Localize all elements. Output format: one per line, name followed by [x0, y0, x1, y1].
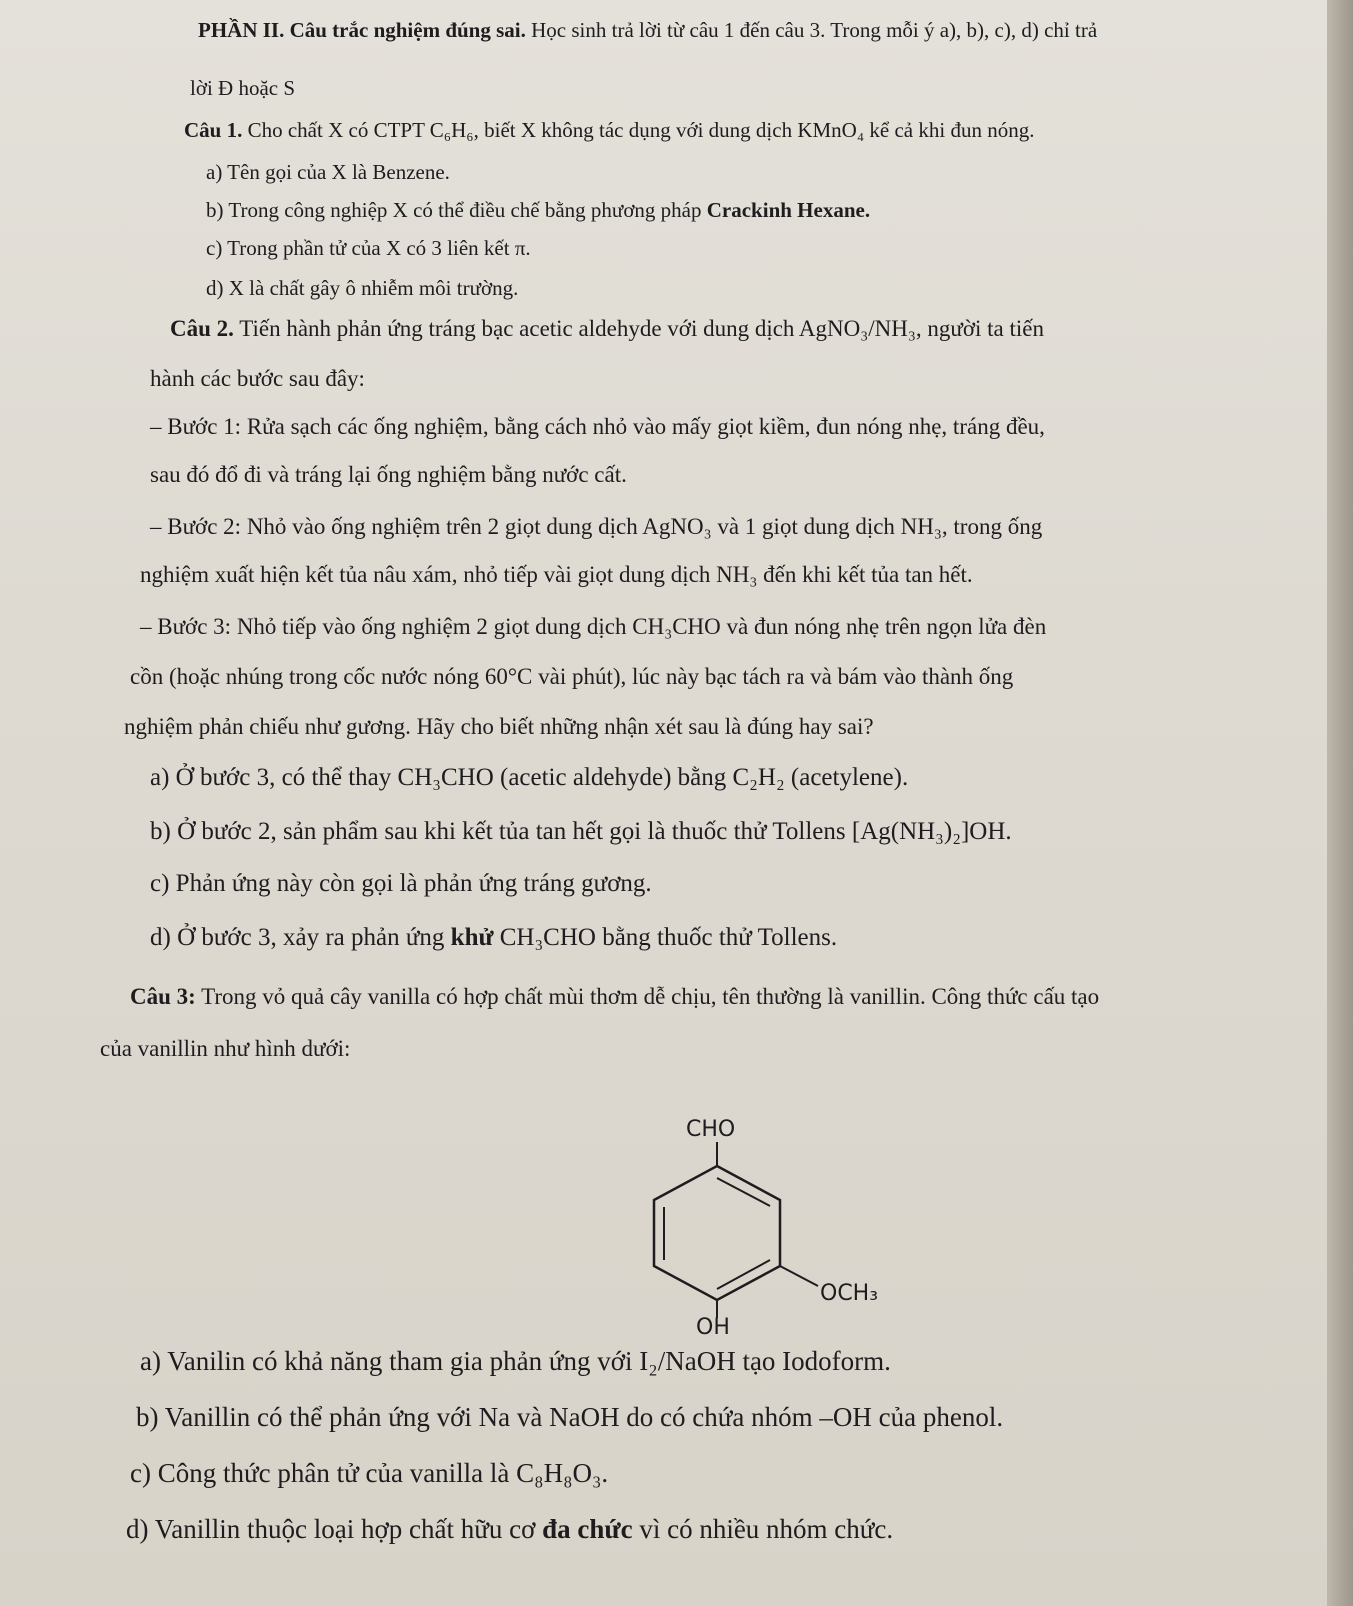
- q3-option-c: c) Công thức phân tử của vanilla là C₈H₈O₃.: [130, 1458, 609, 1488]
- q1-option-b: [206, 198, 870, 223]
- question-3-stem: [130, 984, 1099, 1010]
- q2-option-d-text: d) Ở bước 3, xảy ra phản ứng: [150, 924, 445, 951]
- section-intro: Học sinh trả lời từ câu 1 đến câu 3. Trong mỗi ý a), b), c), d) chỉ trả: [531, 18, 1098, 42]
- q2-step-2-line-1: – Bước 2: Nhỏ vào ống nghiệm trên 2 giọt dung dịch AgNO₃ và 1 giọt dung dịch NH₃, trong ống: [150, 514, 1043, 539]
- q3-option-d-suffix: vì có nhiều nhóm chức.: [639, 1514, 894, 1544]
- question-3-stem-2: của vanillin như hình dưới:: [100, 1036, 351, 1061]
- struct-benzene-ring: [654, 1166, 780, 1300]
- q2-step-3-line-2: cồn (hoặc nhúng trong cốc nước nóng 60°C vài phút), lúc này bạc tách ra và bám vào thành ống: [130, 664, 1014, 689]
- q2-option-c: c) Phản ứng này còn gọi là phản ứng tráng gương.: [150, 870, 652, 897]
- question-1-stem: [184, 118, 1034, 143]
- q2-option-b: b) Ở bước 2, sản phẩm sau khi kết tủa tan hết gọi là thuốc thử Tollens [Ag(NH₃)₂]OH.: [150, 818, 1012, 845]
- struct-bond-och3: [780, 1266, 818, 1286]
- struct-oh-label: OH: [696, 1315, 730, 1338]
- struct-och3-label: OCH₃: [820, 1281, 879, 1306]
- section-heading: PHẦN II. Câu trắc nghiệm đúng sai.: [198, 18, 526, 42]
- question-3-label: Câu 3:: [130, 984, 196, 1009]
- q2-option-d-suffix: CH₃CHO bằng thuốc thử Tollens.: [499, 924, 838, 951]
- q2-step-3-line-3: nghiệm phản chiếu như gương. Hãy cho biết những nhận xét sau là đúng hay sai?: [124, 714, 874, 739]
- q2-step-3-line-1: – Bước 3: Nhỏ tiếp vào ống nghiệm 2 giọt dung dịch CH₃CHO và đun nóng nhẹ trên ngọn lửa đèn: [140, 614, 1047, 639]
- q1-option-b-bold: Crackinh Hexane.: [706, 198, 871, 222]
- q1-option-b-text: b) Trong công nghiệp X có thể điều chế bằng phương pháp: [206, 198, 702, 222]
- question-2-stem-2: hành các bước sau đây:: [150, 366, 365, 391]
- question-2-text: Tiến hành phản ứng tráng bạc acetic aldehyde với dung dịch AgNO₃/NH₃, người ta tiến: [239, 316, 1044, 341]
- q2-option-a: a) Ở bước 3, có thể thay CH₃CHO (acetic aldehyde) bằng C₂H₂ (acetylene).: [150, 764, 909, 791]
- vanillin-structure: [640, 1108, 940, 1338]
- question-1-text: Cho chất X có CTPT C₆H₆, biết X không tác dụng với dung dịch KMnO₄ kể cả khi đun nóng.: [247, 118, 1035, 142]
- q2-option-d: [150, 924, 837, 952]
- q2-step-1-line-1: – Bước 1: Rửa sạch các ống nghiệm, bằng cách nhỏ vào mấy giọt kiềm, đun nóng nhẹ, tráng đều,: [150, 414, 1045, 439]
- section-intro-2: lời Đ hoặc S: [190, 76, 296, 100]
- q1-option-d: d) X là chất gây ô nhiễm môi trường.: [206, 276, 519, 300]
- section-header: [198, 18, 1097, 43]
- q1-option-c: c) Trong phần tử của X có 3 liên kết π.: [206, 236, 531, 260]
- page-edge: [1327, 0, 1353, 1606]
- q2-step-2-line-2: nghiệm xuất hiện kết tủa nâu xám, nhỏ tiếp vài giọt dung dịch NH₃ đến khi kết tủa tan hết.: [140, 562, 973, 587]
- question-3-text: Trong vỏ quả cây vanilla có hợp chất mùi thơm dễ chịu, tên thường là vanillin. Công thức cấu tạo: [201, 984, 1100, 1009]
- q2-option-d-bold: khử: [450, 924, 494, 951]
- struct-double-bond-1: [717, 1178, 770, 1206]
- q3-option-a: a) Vanilin có khả năng tham gia phản ứng với I₂/NaOH tạo Iodoform.: [140, 1346, 891, 1376]
- q3-option-d: [126, 1514, 893, 1545]
- question-1-label: Câu 1.: [184, 118, 243, 142]
- q2-step-1-line-2: sau đó đổ đi và tráng lại ống nghiệm bằng nước cất.: [150, 462, 627, 487]
- q3-option-d-text: d) Vanillin thuộc loại hợp chất hữu cơ: [126, 1514, 536, 1544]
- struct-cho-label: CHO: [686, 1117, 736, 1142]
- question-2-label: Câu 2.: [170, 316, 234, 341]
- q3-option-d-bold: đa chức: [542, 1514, 633, 1544]
- question-2-stem: [170, 316, 1044, 342]
- q3-option-b: b) Vanillin có thể phản ứng với Na và NaOH do có chứa nhóm –OH của phenol.: [136, 1402, 1004, 1432]
- q1-option-a: a) Tên gọi của X là Benzene.: [206, 160, 450, 184]
